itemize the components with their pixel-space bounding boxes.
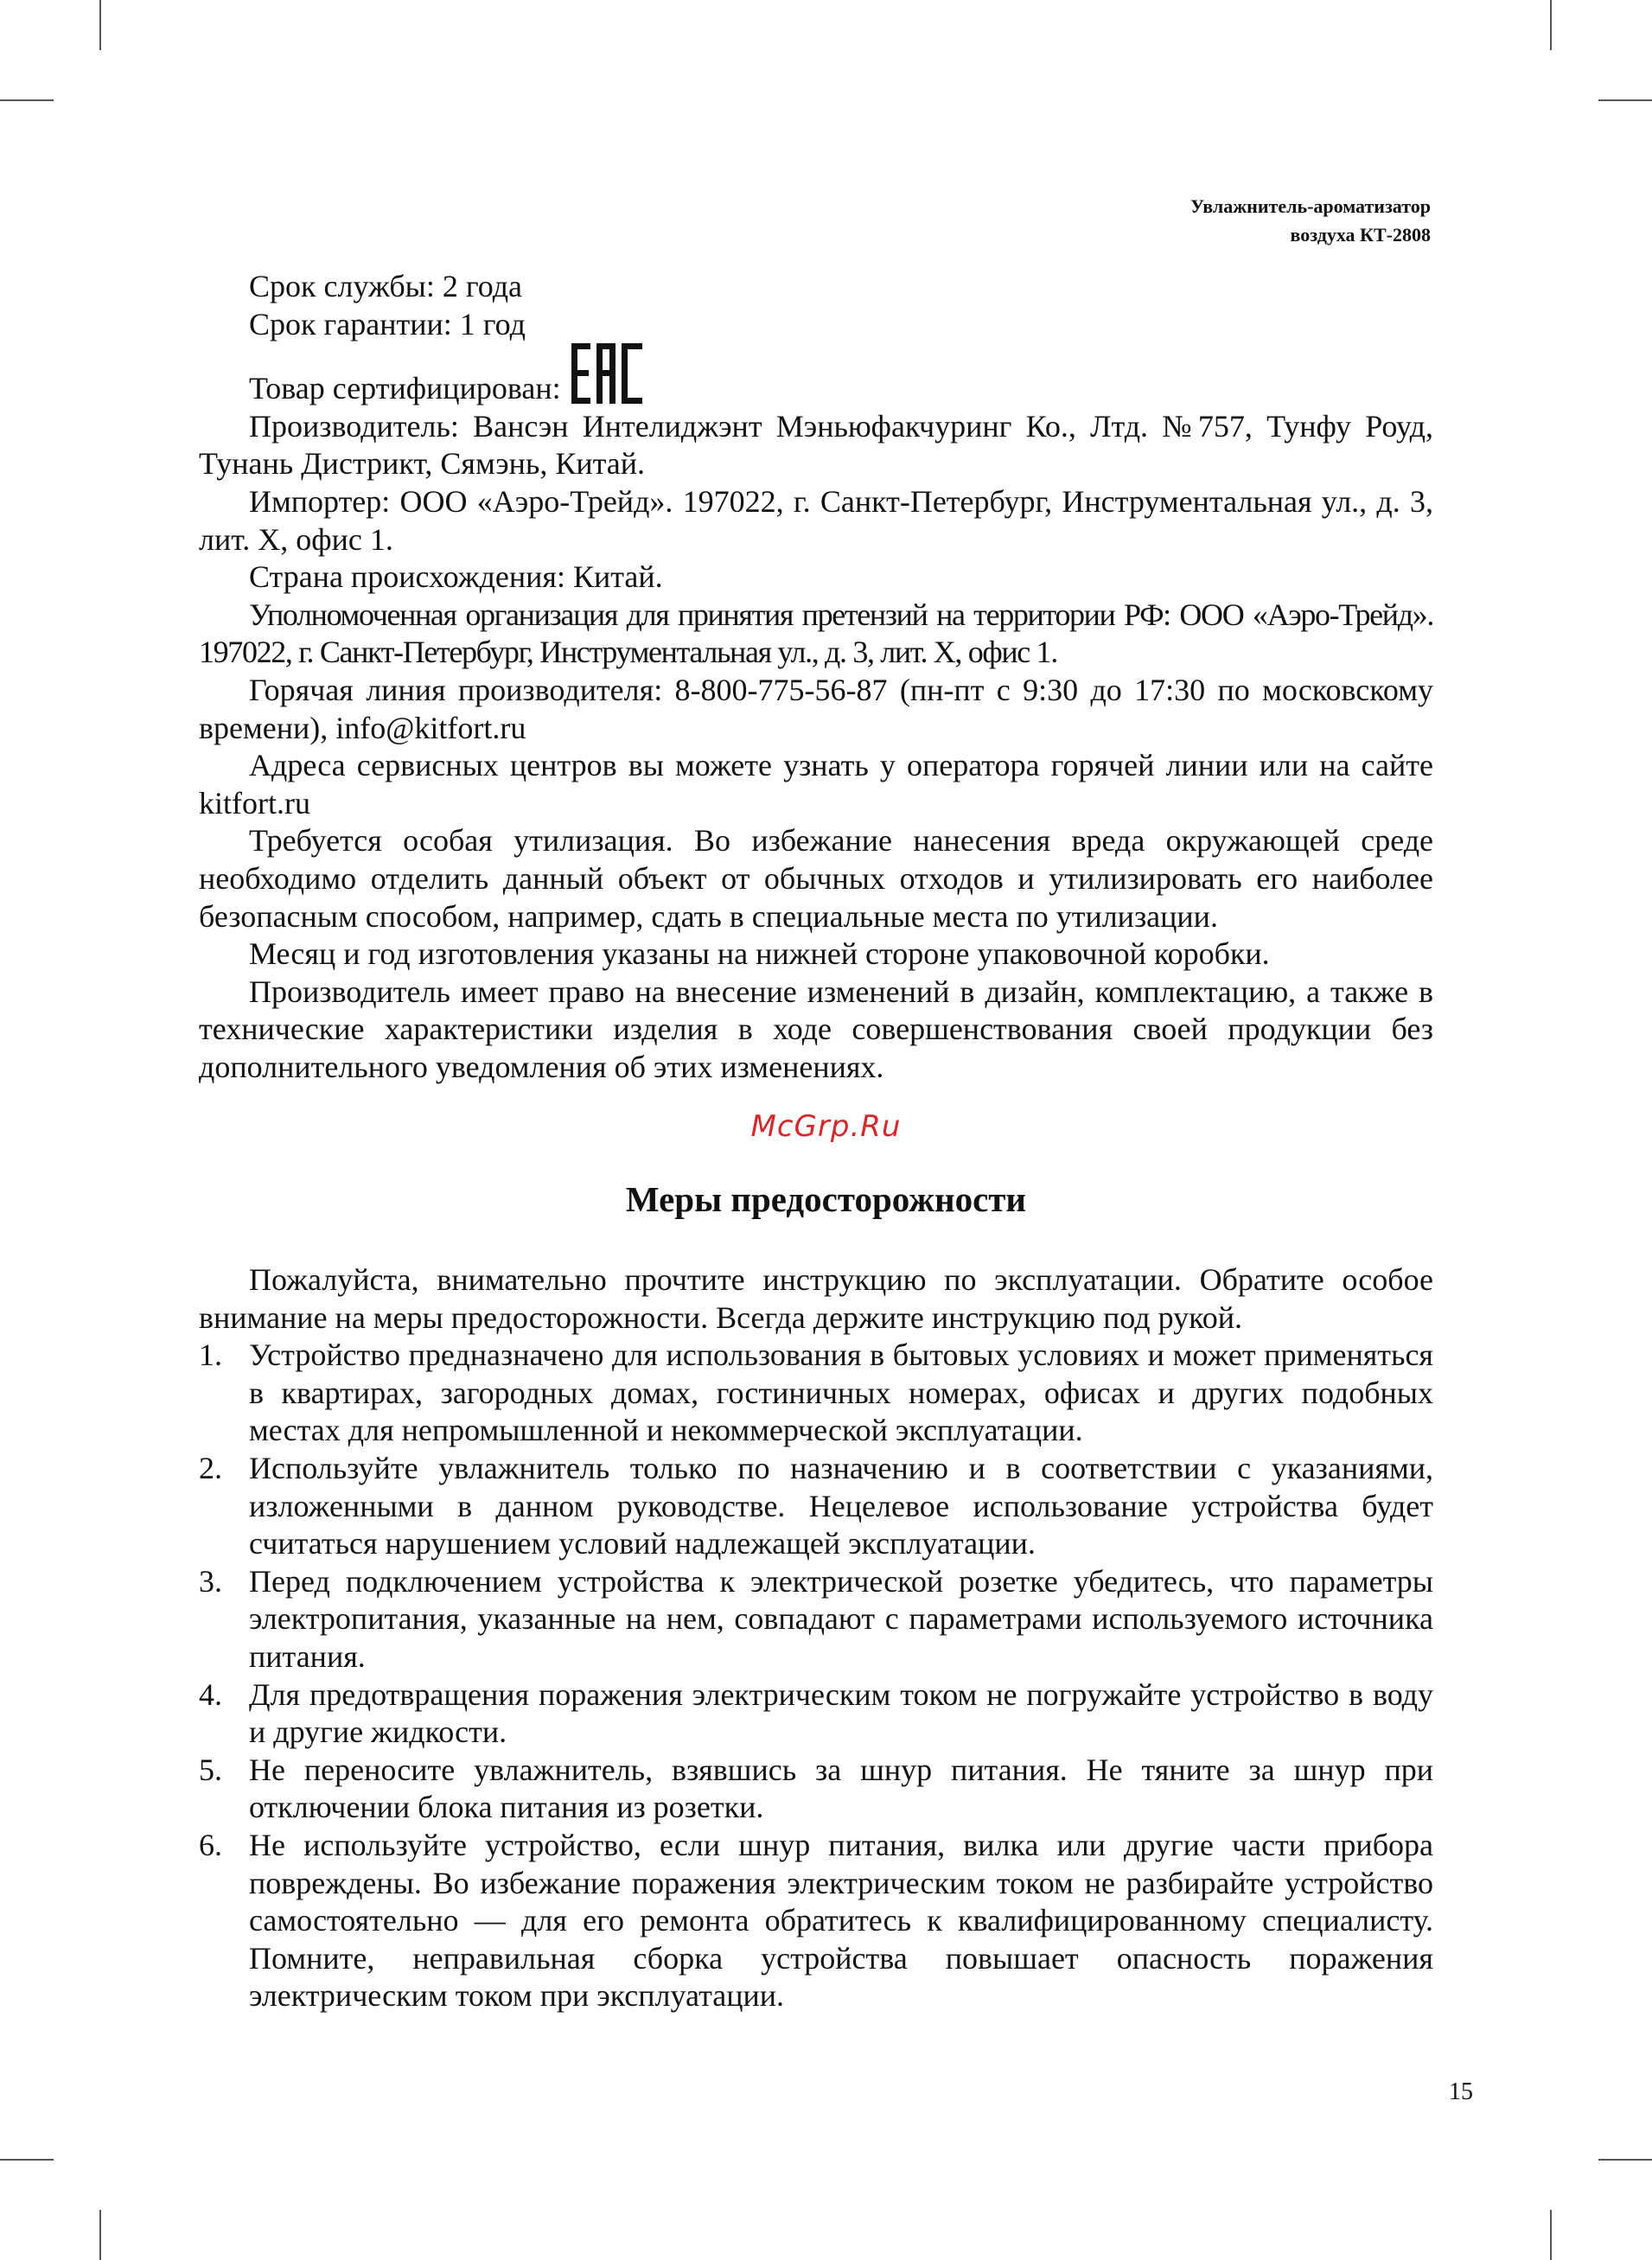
country-of-origin: Страна происхождения: Китай. bbox=[249, 559, 663, 595]
crop-mark bbox=[99, 0, 101, 50]
list-item-number: 6. bbox=[199, 1827, 222, 1862]
list-item-text: Не используйте устройство, если шнур питания, вилка или другие части прибора повреждены. Во избежание поражения электрическим током не разбирайте устройство самостоятельно — для его ремонта обратитесь к квалифицированному специалисту. Помните, неправильная сборка устройства повышает опасность поражения электрическим током при эксплуатации. bbox=[249, 1827, 1433, 2014]
list-item-number: 4. bbox=[199, 1676, 222, 1712]
crop-mark bbox=[1550, 2210, 1552, 2260]
list-item bbox=[199, 1450, 1433, 1563]
importer: Импортер: ООО «Аэро-Трейд». 197022, г. Санкт-Петербург, Инструментальная ул., д. 3, лит. Х, офис 1. bbox=[199, 483, 1433, 557]
eac-mark-icon bbox=[571, 343, 642, 404]
list-item-text: Устройство предназначено для использования в бытовых условиях и может применяться в квартирах, загородных домах, гостиничных номерах, офисах и других подобных местах для непромышленной и некоммерческой эксплуатации. bbox=[249, 1337, 1433, 1448]
crop-mark bbox=[0, 99, 54, 101]
crop-mark bbox=[1550, 0, 1552, 50]
header-line-2: воздуха КТ-2808 bbox=[1290, 224, 1431, 246]
list-item bbox=[199, 1563, 1433, 1676]
list-item-text: Используйте увлажнитель только по назначению и в соответствии с указаниями, изложенными в данном руководстве. Нецелевое использование устройства будет считаться нарушением условий надлежащей эксплуатации. bbox=[249, 1450, 1433, 1561]
service-centers: Адреса сервисных центров вы можете узнать у оператора горячей линии или на сайте kitfort.ru bbox=[199, 748, 1433, 820]
list-item-text: Перед подключением устройства к электрической розетке убедитесь, что параметры электропитания, указанные на нем, совпадают с параметрами используемого источника питания. bbox=[249, 1563, 1433, 1674]
list-item-text: Не переносите увлажнитель, взявшись за шнур питания. Не тяните за шнур при отключении блока питания из розетки. bbox=[249, 1752, 1433, 1825]
list-item bbox=[199, 1676, 1433, 1752]
list-item bbox=[199, 1827, 1433, 2015]
section-title: Меры предосторожности bbox=[625, 1179, 1027, 1219]
crop-mark bbox=[0, 2159, 54, 2161]
crop-mark bbox=[1598, 99, 1652, 101]
list-item-number: 3. bbox=[199, 1563, 222, 1599]
crop-mark bbox=[99, 2210, 101, 2260]
precautions-section bbox=[199, 1261, 1433, 2015]
warranty: Срок гарантии: 1 год bbox=[249, 306, 526, 342]
authorized-organization: Уполномоченная организация для принятия претензий на территории РФ: ООО «Аэро-Трейд». 197022, г. Санкт-Петербург, Инструментальная ул., д. 3, лит. Х, офис 1. bbox=[199, 597, 1433, 670]
list-item-number: 5. bbox=[199, 1752, 222, 1787]
precautions-intro: Пожалуйста, внимательно прочтите инструкцию по эксплуатации. Обратите особое внимание на меры предосторожности. Всегда держите инструкцию под рукой. bbox=[199, 1262, 1433, 1335]
list-item-text: Для предотвращения поражения электрическим током не погружайте устройство в воду и другие жидкости. bbox=[249, 1676, 1433, 1750]
certification-line bbox=[199, 343, 1433, 408]
hotline: Горячая линия производителя: 8-800-775-56-87 (пн-пт с 9:30 до 17:30 по московскому времени), info@kitfort.ru bbox=[199, 672, 1433, 745]
manufacturer: Производитель: Вансэн Интелиджэнт Мэньюфакчуринг Ко., Лтд. №757, Тунфу Роуд, Тунань Дистрикт, Сямэнь, Китай. bbox=[199, 408, 1433, 482]
page-number: 15 bbox=[1449, 2078, 1473, 2105]
precautions-list bbox=[199, 1337, 1433, 2015]
service-life: Срок службы: 2 года bbox=[249, 269, 523, 303]
manufacture-date-note: Месяц и год изготовления указаны на нижней стороне упаковочной коробки. bbox=[249, 936, 1270, 972]
product-info bbox=[199, 268, 1433, 1086]
header-line-1: Увлажнитель-ароматизатор bbox=[1190, 195, 1431, 217]
disposal-note: Требуется особая утилизация. Во избежание нанесения вреда окружающей среде необходимо отделить данный объект от обычных отходов и утилизировать его наиболее безопасным способом, например, сдать в специальные места по утилизации. bbox=[199, 823, 1433, 934]
watermark: McGrp.Ru bbox=[750, 1109, 902, 1144]
manufacturer-rights: Производитель имеет право на внесение изменений в дизайн, комплектацию, а также в технические характеристики изделия в ходе совершенствования своей продукции без дополнительного уведомления об этих изменениях. bbox=[199, 974, 1433, 1084]
certified-label: Товар сертифицирован: bbox=[249, 371, 561, 406]
running-header bbox=[1190, 192, 1431, 249]
list-item-number: 2. bbox=[199, 1450, 222, 1485]
list-item-number: 1. bbox=[199, 1337, 222, 1373]
list-item bbox=[199, 1337, 1433, 1450]
list-item bbox=[199, 1752, 1433, 1827]
crop-mark bbox=[1598, 2159, 1652, 2161]
